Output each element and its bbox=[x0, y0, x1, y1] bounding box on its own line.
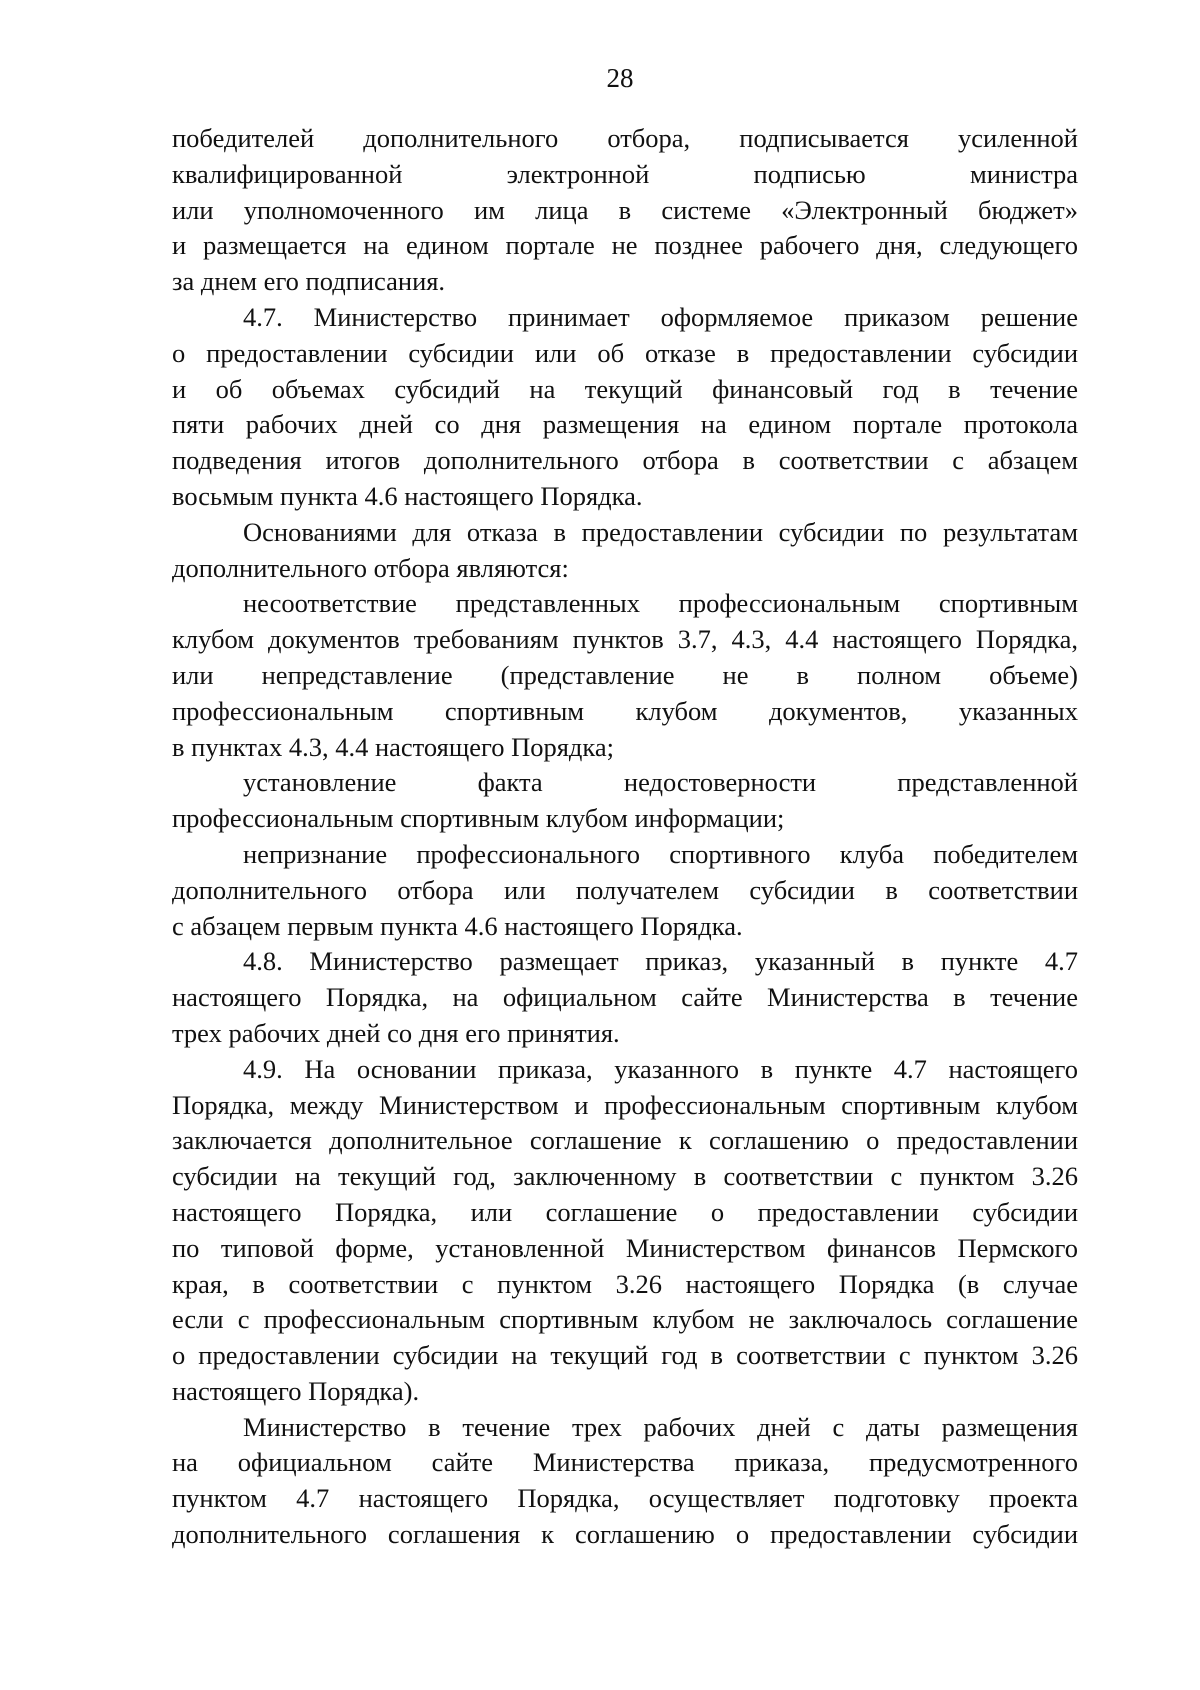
text-line: Министерство в течение трех рабочих дней с даты размещения bbox=[243, 1411, 1078, 1442]
text-line: с абзацем первым пункта 4.6 настоящего Порядка. bbox=[172, 910, 743, 941]
text-line: дополнительного отбора или получателем субсидии в соответствии bbox=[172, 874, 1078, 905]
text-line: или непредставление (представление не в полном объеме) bbox=[172, 659, 1078, 690]
text-line: и размещается на едином портале не позднее рабочего дня, следующего bbox=[172, 230, 1078, 261]
text-line: профессиональным спортивным клубом информации; bbox=[172, 803, 785, 834]
text-line: субсидии на текущий год, заключенному в соответствии с пунктом 3.26 bbox=[172, 1161, 1078, 1192]
text-line: на официальном сайте Министерства приказа, предусмотренного bbox=[172, 1447, 1078, 1478]
text-line: настоящего Порядка). bbox=[172, 1375, 420, 1406]
text-line: за днем его подписания. bbox=[172, 266, 446, 297]
text-line: трех рабочих дней со дня его принятия. bbox=[172, 1017, 620, 1048]
text-line: квалифицированной электронной подписью министра bbox=[172, 158, 1078, 189]
body-text bbox=[172, 121, 1078, 1553]
text-line: клубом документов требованиям пунктов 3.7, 4.3, 4.4 настоящего Порядка, bbox=[172, 624, 1078, 655]
text-line: дополнительного соглашения к соглашению о предоставлении субсидии bbox=[172, 1519, 1078, 1550]
text-line: и об объемах субсидий на текущий финансовый год в течение bbox=[172, 373, 1078, 404]
text-line: Основаниями для отказа в предоставлении субсидии по результатам bbox=[243, 516, 1078, 547]
text-line: пяти рабочих дней со дня размещения на едином портале протокола bbox=[172, 409, 1078, 440]
text-line: восьмым пункта 4.6 настоящего Порядка. bbox=[172, 480, 643, 511]
text-line: 4.7. Министерство принимает оформляемое приказом решение bbox=[243, 301, 1078, 332]
text-line: по типовой форме, установленной Министерством финансов Пермского bbox=[172, 1232, 1078, 1263]
text-line: установление факта недостоверности представленной bbox=[243, 767, 1078, 798]
text-line: о предоставлении субсидии на текущий год в соответствии с пунктом 3.26 bbox=[172, 1340, 1078, 1371]
text-line: настоящего Порядка, на официальном сайте Министерства в течение bbox=[172, 982, 1078, 1013]
text-line: победителей дополнительного отбора, подписывается усиленной bbox=[172, 123, 1078, 153]
text-line: дополнительного отбора являются: bbox=[172, 552, 569, 583]
text-line: настоящего Порядка, или соглашение о предоставлении субсидии bbox=[172, 1196, 1078, 1227]
text-line: или уполномоченного им лица в системе «Электронный бюджет» bbox=[172, 194, 1078, 225]
text-line: 4.9. На основании приказа, указанного в пункте 4.7 настоящего bbox=[243, 1053, 1078, 1084]
text-line: подведения итогов дополнительного отбора в соответствии с абзацем bbox=[172, 445, 1078, 476]
text-line: профессиональным спортивным клубом документов, указанных bbox=[172, 695, 1078, 726]
text-line: непризнание профессионального спортивного клуба победителем bbox=[243, 838, 1078, 869]
text-line: пунктом 4.7 настоящего Порядка, осуществляет подготовку проекта bbox=[172, 1483, 1078, 1514]
page-number: 28 bbox=[606, 63, 634, 93]
text-line: в пунктах 4.3, 4.4 настоящего Порядка; bbox=[172, 731, 614, 762]
text-line: если с профессиональным спортивным клубом не заключалось соглашение bbox=[172, 1304, 1078, 1335]
text-line: о предоставлении субсидии или об отказе в предоставлении субсидии bbox=[172, 337, 1078, 368]
text-line: 4.8. Министерство размещает приказ, указанный в пункте 4.7 bbox=[243, 946, 1078, 977]
text-line: заключается дополнительное соглашение к соглашению о предоставлении bbox=[172, 1125, 1078, 1156]
text-line: несоответствие представленных профессиональным спортивным bbox=[243, 588, 1078, 619]
text-line: края, в соответствии с пунктом 3.26 настоящего Порядка (в случае bbox=[172, 1268, 1078, 1299]
text-line: Порядка, между Министерством и профессиональным спортивным клубом bbox=[172, 1089, 1078, 1120]
